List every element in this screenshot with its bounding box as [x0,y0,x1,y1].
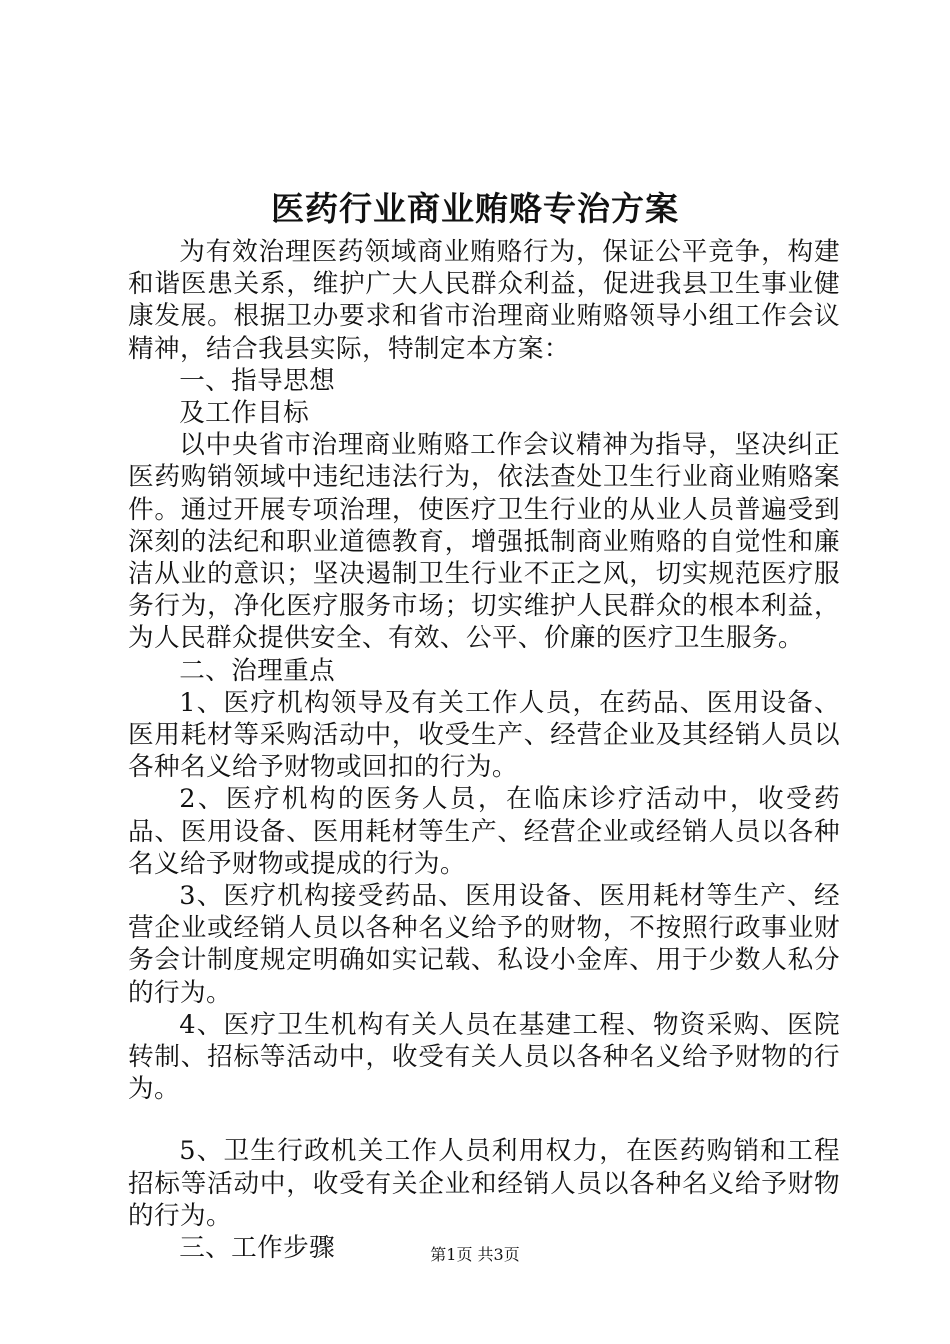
page-footer: 第1页 共3页 [430,1245,520,1264]
section-heading-work-steps: 三、工作步骤 [179,1233,336,1264]
key-point-2: 2、医疗机构的医务人员，在临床诊疗活动中，收受药品、医用设备、医用耗材等生产、经营企业或经销人员以各种名义给予财物或提成的行为。 [128,784,840,879]
key-point-5: 5、卫生行政机关工作人员利用权力，在医药购销和工程招标等活动中，收受有关企业和经销人员以各种名义给予财物的行为。 [128,1136,840,1231]
intro-paragraph: 为有效治理医药领域商业贿赂行为，保证公平竞争，构建和谐医患关系，维护广大人民群众利益，促进我县卫生事业健康发展。根据卫办要求和省市治理商业贿赂领导小组工作会议精神，结合我县实际，特制定本方案： [128,237,840,364]
section-heading-continuation: 及工作目标 [179,398,310,429]
section-heading-guiding-thought: 一、指导思想 [179,365,336,396]
key-point-4: 4、医疗卫生机构有关人员在基建工程、物资采购、医院转制、招标等活动中，收受有关人员以各种名义给予财物的行为。 [128,1009,840,1105]
document-title: 医药行业商业贿赂专治方案 [271,189,679,228]
section-heading-key-points: 二、治理重点 [179,655,336,686]
key-point-1: 1、医疗机构领导及有关工作人员，在药品、医用设备、医用耗材等采购活动中，收受生产、经营企业及其经销人员以各种名义给予财物或回扣的行为。 [128,687,840,783]
document-body [128,236,840,1264]
guiding-thought-paragraph: 以中央省市治理商业贿赂工作会议精神为指导，坚决纠正医药购销领域中违纪违法行为，依法查处卫生行业商业贿赂案件。通过开展专项治理，使医疗卫生行业的从业人员普遍受到深刻的法纪和职业道德教育，增强抵制商业贿赂的自觉性和廉洁从业的意识；坚决遏制卫生行业不正之风，切实规范医疗服务行为，净化医疗服务市场；切实维护人民群众的根本利益，为人民群众提供安全、有效、公平、价廉的医疗卫生服务。 [128,430,840,654]
key-point-3: 3、医疗机构接受药品、医用设备、医用耗材等生产、经营企业或经销人员以各种名义给予的财物，不按照行政事业财务会计制度规定明确如实记载、私设小金库、用于少数人私分的行为。 [128,881,840,1008]
